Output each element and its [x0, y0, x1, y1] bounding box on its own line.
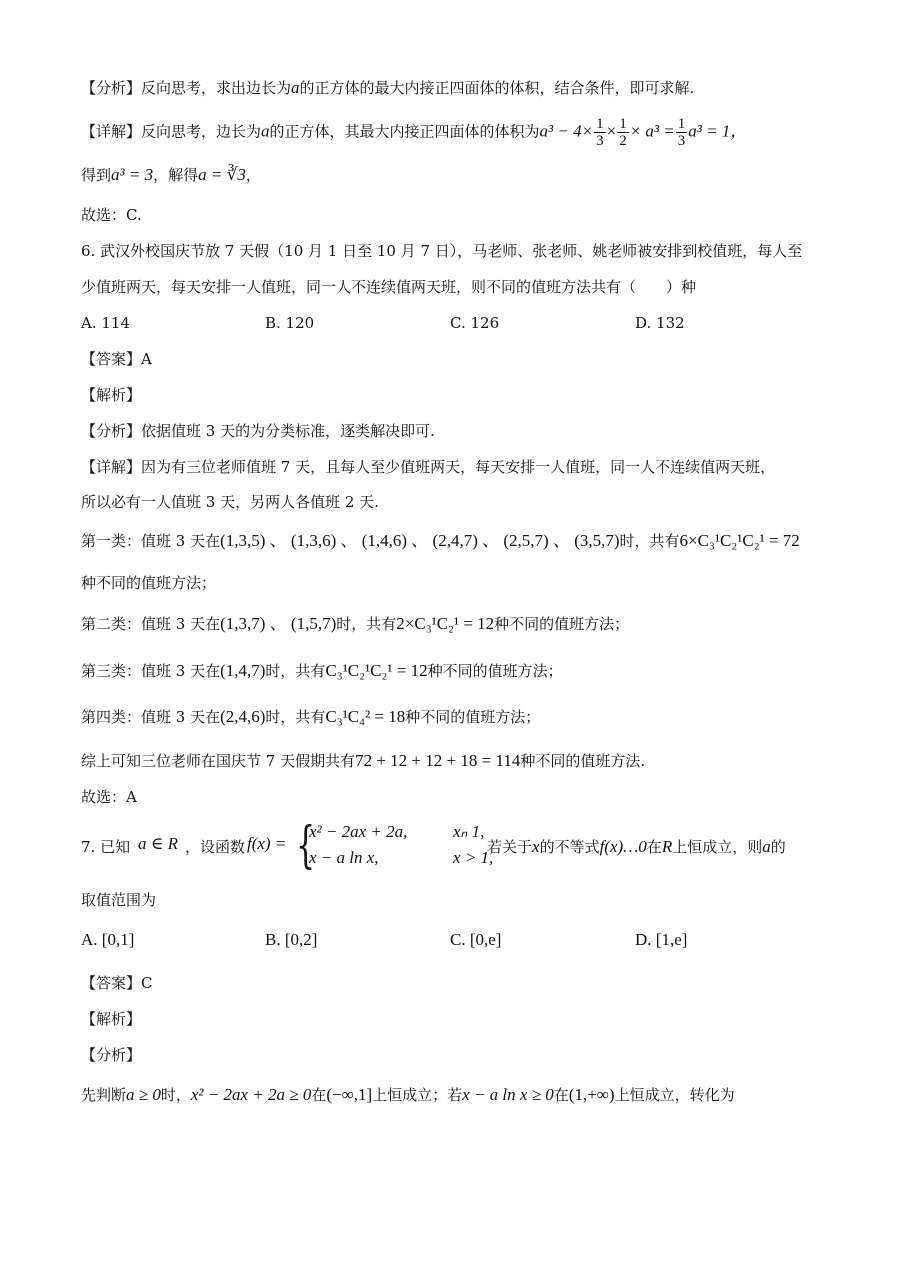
text: 先判断 — [81, 1086, 127, 1104]
times: × — [606, 121, 617, 141]
text: 时，共有 — [619, 532, 680, 550]
text: 种不同的值班方法； — [405, 708, 541, 726]
condition-1: xₙ 1, — [453, 822, 485, 841]
interval: (1,+∞) — [568, 1085, 615, 1104]
equation: C₃¹C₂¹C₂¹ = 12 — [325, 661, 428, 680]
category-3 — [81, 661, 830, 681]
text: 的 — [770, 838, 786, 856]
option-b: B. 120 — [265, 314, 315, 332]
question-6-line1: 6. 武汉外校国庆节放 7 天假（10 月 1 日至 10 月 7 日），马老师、张老师、姚老师被安排到校值班，每人至 — [81, 242, 803, 260]
inequality: f(x)…0 — [599, 837, 647, 856]
text: 第二类：值班 3 天在 — [81, 615, 221, 633]
math: a ∈ R — [138, 834, 178, 853]
category-2 — [81, 614, 830, 634]
inequality: x − a ln x ≥ 0 — [462, 1085, 554, 1104]
text: 反向思考，求出边长为 — [141, 79, 292, 97]
text: 上恒成立，则 — [672, 838, 763, 856]
text: ， — [245, 166, 261, 184]
choose-q6: 故选：A — [81, 788, 137, 806]
text: 的正方体，其最大内接正四面体的体积为 — [269, 122, 540, 141]
fenxi-q7: 【分析】 — [81, 1046, 142, 1064]
jiexi-q7: 【解析】 — [81, 1010, 142, 1028]
formula: a³ − 4× — [539, 121, 594, 141]
text: 上恒成立；若 — [372, 1086, 463, 1104]
text: 时， — [160, 1086, 191, 1104]
equation: a³ = 3 — [111, 165, 154, 184]
jiexi-q6: 【解析】 — [81, 386, 142, 404]
tuples: (2,4,6) — [220, 707, 266, 726]
text: 时，共有 — [265, 662, 326, 680]
option-d: D. [1,e] — [635, 930, 688, 949]
denominator: 3 — [677, 133, 686, 149]
choose-line-q5: 故选：C. — [81, 206, 142, 224]
denominator: 2 — [619, 133, 627, 149]
category-4 — [81, 707, 830, 727]
text: 在 — [311, 1086, 327, 1104]
question-7-piecewise — [81, 816, 841, 874]
text: 上恒成立，转化为 — [614, 1086, 735, 1104]
answer-q7: 【答案】C — [81, 974, 153, 992]
text: 综上可知三位老师在国庆节 7 天假期共有 — [81, 752, 356, 770]
question-7-tail — [487, 836, 786, 857]
fraction — [676, 116, 688, 149]
equation: 2×C₃¹C₂¹ = 12 — [396, 614, 495, 633]
text: ，解得 — [153, 166, 199, 184]
equation: a = ∛3 — [198, 165, 246, 184]
function-label: f(x) = — [247, 834, 287, 853]
case-1: x² − 2ax + 2a, — [309, 822, 408, 841]
condition-2: x > 1, — [453, 848, 494, 867]
formula: a³ = 1， — [688, 121, 748, 141]
fraction — [594, 116, 606, 149]
case-2: x − a ln x, — [309, 848, 379, 867]
answer-q6: 【答案】A — [81, 350, 152, 368]
question-7-line2: 取值范围为 — [81, 891, 157, 909]
detail-tag: 【详解】 — [81, 122, 142, 141]
analysis-tag: 【分析】 — [81, 79, 142, 97]
tuples: (1,3,7) 、 (1,5,7) — [220, 614, 337, 633]
math-var: a — [291, 78, 300, 97]
denominator: 3 — [596, 133, 604, 149]
result-line-q5 — [81, 165, 830, 185]
text: 在 — [646, 838, 662, 856]
brace: { — [296, 816, 316, 874]
text: 时，共有 — [265, 708, 326, 726]
equation: 6×C₃¹C₂¹C₂¹ = 72 — [679, 531, 800, 550]
interval: (−∞,1] — [326, 1085, 373, 1104]
numerator: 1 — [619, 116, 627, 132]
xiangjie-q6-line1: 【详解】因为有三位老师值班 7 天，且每人至少值班两天，每天安排一人值班，同一人不连续值两天班， — [81, 458, 776, 476]
text: 第四类：值班 3 天在 — [81, 708, 221, 726]
category-1 — [81, 531, 830, 551]
text: 的不等式 — [539, 838, 600, 856]
math-var: a — [762, 837, 771, 856]
text: 种不同的值班方法； — [427, 662, 563, 680]
text: 第一类：值班 3 天在 — [81, 532, 221, 550]
equation: C₃¹C₄² = 18 — [325, 707, 406, 726]
tuples: (1,3,5) 、 (1,3,6) 、 (1,4,6) 、 (2,4,7) 、 (2,5,7) 、 (3,5,7) — [220, 531, 620, 550]
inequality: x² − 2ax + 2a ≥ 0 — [190, 1085, 312, 1104]
question-6-line2: 少值班两天，每天安排一人值班，同一人不连续值两天班，则不同的值班方法共有（ ）种 — [81, 278, 697, 296]
option-c: C. [0,e] — [450, 930, 502, 949]
math-var: x — [532, 837, 540, 856]
text: 的正方体的最大内接正四面体的体积，结合条件，即可求解. — [299, 79, 695, 97]
math-var: R — [661, 837, 673, 856]
equation: 72 + 12 + 12 + 18 = 114 — [355, 751, 521, 770]
numerator: 1 — [677, 116, 686, 132]
fraction — [617, 116, 629, 149]
xiangjie-q6-line2: 所以必有一人值班 3 天，另两人各值班 2 天. — [81, 493, 379, 511]
formula: × a³ = — [629, 121, 675, 141]
option-b: B. [0,2] — [265, 930, 318, 949]
option-d: D. 132 — [635, 314, 685, 332]
text: 反向思考，边长为 — [141, 122, 262, 141]
numerator: 1 — [596, 116, 604, 132]
analysis-line-q5 — [81, 78, 830, 98]
detail-line-q5 — [81, 116, 830, 149]
summary-q6 — [81, 751, 830, 771]
text: 第三类：值班 3 天在 — [81, 662, 221, 680]
text: 7. 已知 — [81, 838, 131, 856]
category-1-cont: 种不同的值班方法； — [81, 574, 217, 592]
text: ，设函数 — [185, 838, 246, 856]
analysis-q7-line1 — [81, 1085, 830, 1105]
option-a: A. [0,1] — [81, 930, 135, 949]
text: 时，共有 — [336, 615, 397, 633]
option-a: A. 114 — [81, 314, 130, 332]
text: 若关于 — [487, 838, 533, 856]
math-var: a — [261, 121, 270, 141]
text: 种不同的值班方法； — [494, 615, 630, 633]
fenxi-q6: 【分析】依据值班 3 天的为分类标准，逐类解决即可. — [81, 422, 435, 440]
text: 得到 — [81, 166, 112, 184]
inequality: a ≥ 0 — [126, 1085, 161, 1104]
text: 在 — [553, 1086, 569, 1104]
option-c: C. 126 — [450, 314, 500, 332]
text: 种不同的值班方法. — [520, 752, 646, 770]
tuples: (1,4,7) — [220, 661, 266, 680]
